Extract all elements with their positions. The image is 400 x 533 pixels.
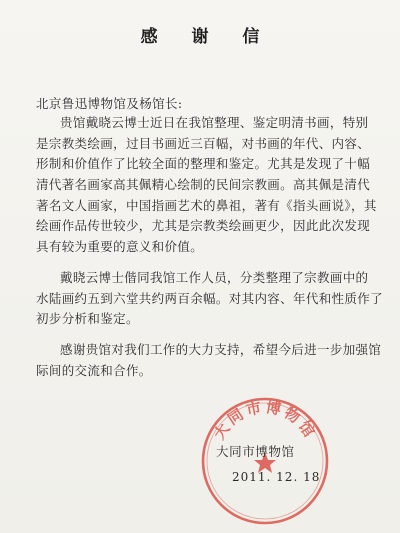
paragraph-line: 际间的交流和合作。 (36, 362, 152, 378)
letter-title: 感 谢 信 (140, 27, 274, 47)
paragraph-line: 绘画作品传世较少，尤其是宗教类绘画更少，因此此次发现 (36, 218, 371, 234)
paragraph-line: 具有较为重要的意义和价值。 (36, 239, 204, 255)
paragraph-line: 感谢贵馆对我们工作的大力支持，希望今后进一步加强馆 (60, 341, 382, 357)
paragraph-line: 是宗教类绘画，过目书画近三百幅，对书画的年代、内容、 (36, 135, 371, 151)
museum-seal-stamp (196, 392, 334, 530)
paragraph-line: 贵馆戴晓云博士近日在我馆整理、鉴定明清书画，特别 (60, 115, 369, 130)
seal-text: 大同市博物馆 (210, 397, 320, 443)
paragraph-line: 初步分析和鉴定。 (36, 311, 139, 327)
paragraph-line: 清代著名画家高其佩精心绘制的民间宗教画。高其佩是清代 (36, 177, 371, 193)
paragraph-line: 水陆画约五到六堂共约两百余幅。对其内容、年代和性质作了 (36, 290, 383, 306)
letter-date: 2011. 12. 18 (232, 470, 321, 484)
letter-salutation: 北京鲁迅博物馆及杨馆长: (36, 96, 183, 111)
paragraph-line: 戴晓云博士偕同我馆工作人员，分类整理了宗教画中的 (60, 269, 369, 285)
paragraph-line: 形制和价值作了比较全面的整理和鉴定。尤其是发现了十幅 (36, 156, 371, 172)
paragraph-line: 著名文人画家，中国指画艺术的鼻祖，著有《指头画说》，其 (36, 197, 377, 213)
letter-signature: 大同市博物馆 (216, 444, 295, 459)
letter-body (36, 113, 383, 381)
